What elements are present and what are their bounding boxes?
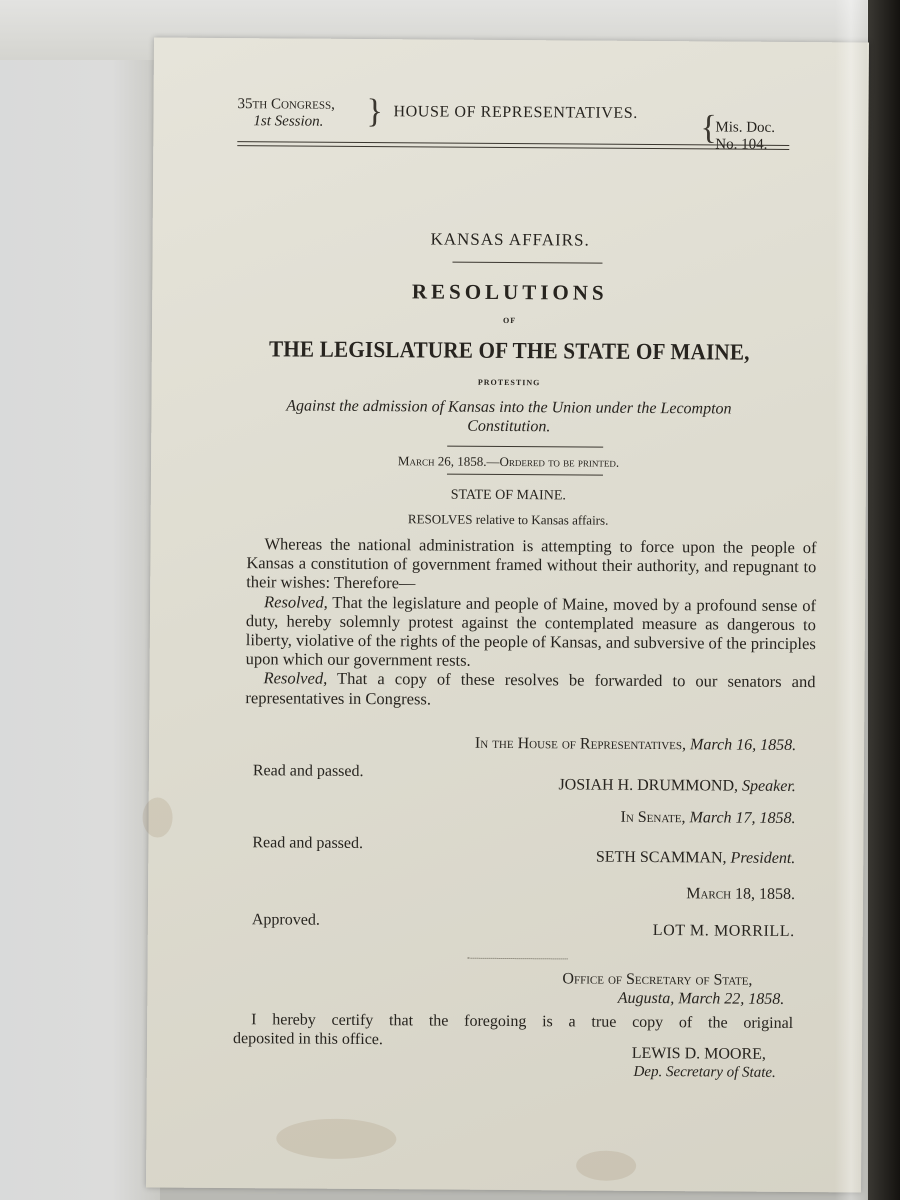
title-rule <box>447 446 603 448</box>
subtitle-line: Against the admission of Kansas into the Union under the Lecompton <box>286 397 732 418</box>
paper-stain <box>276 1118 396 1159</box>
senate-action: Read and passed. <box>252 834 364 852</box>
approval-date: March 18, 1858. <box>686 885 796 904</box>
resolved-label: Resolved, <box>263 668 328 689</box>
title-rule <box>447 474 603 476</box>
house-place: In the House of Representatives, <box>474 734 687 754</box>
resolved-paragraph <box>245 669 815 711</box>
subtitle-line: Constitution. <box>467 417 551 436</box>
ordered-note <box>151 452 866 473</box>
doc-number: No. 104. <box>715 136 768 153</box>
approval-action: Approved. <box>251 911 320 929</box>
resolved-paragraph <box>246 592 817 673</box>
brace-icon: { <box>700 109 717 147</box>
president-signature <box>596 849 796 868</box>
paper-stain <box>576 1150 636 1180</box>
house-heading: HOUSE OF REPRESENTATIVES. <box>393 103 638 122</box>
senate-date: March 17, 1858. <box>689 809 796 828</box>
senate-place: In Senate, <box>620 808 686 827</box>
speaker-name: JOSIAH H. DRUMMOND, <box>558 776 739 795</box>
subtitle <box>151 396 866 439</box>
president-name: SETH SCAMMAN, <box>595 848 727 867</box>
of-word: OF <box>502 315 517 326</box>
whereas-paragraph: Whereas the national administration is attempting to force upon the people of Kansas a constitution of government framed without their authority, and repugnant to their wishes: Therefore— <box>246 534 817 593</box>
protesting-word: PROTESTING <box>477 377 541 388</box>
frame-edge <box>868 0 900 1200</box>
certification-line: I hereby certify that the foregoing is a true copy of the original <box>251 1011 794 1033</box>
session-label: 1st Session. <box>253 113 324 130</box>
resolved-text: That the legislature and people of Maine, moved by a profound sense of duty, hereby solemnly protest against the contemplated measure as dangerous to liberty, violative of the rights of the people of Kansas, and subversive of the principles upon which our government rests. <box>245 592 817 670</box>
senate-record <box>620 809 795 828</box>
certification-line: deposited in this office. <box>232 1030 383 1049</box>
brace-icon: } <box>366 93 383 131</box>
resolves-body <box>245 534 816 711</box>
house-date: March 16, 1858. <box>689 736 797 755</box>
house-record <box>475 735 796 755</box>
president-title: President. <box>730 849 796 868</box>
state-heading: STATE OF MAINE. <box>450 487 566 504</box>
plastic-sleeve-edge <box>835 0 867 1200</box>
resolves-heading: RESOLVES relative to Kansas affairs. <box>407 511 609 528</box>
place-date-line: Augusta, March 22, 1858. <box>617 989 785 1008</box>
resolved-label: Resolved, <box>264 591 328 612</box>
document-page <box>146 38 869 1193</box>
resolutions-heading: RESOLUTIONS <box>411 279 608 305</box>
congress-label: 35th Congress, <box>237 96 335 113</box>
signer-title: Dep. Secretary of State. <box>633 1063 776 1081</box>
house-action: Read and passed. <box>252 762 364 780</box>
governor-signature: LOT M. MORRILL. <box>652 922 795 941</box>
resolved-text: That a copy of these resolves be forwarded to our senators and representatives in Congress. <box>245 669 816 709</box>
speaker-title: Speaker. <box>741 777 796 796</box>
legislature-heading: THE LEGISLATURE OF THE STATE OF MAINE, <box>268 336 750 365</box>
title-rule <box>452 262 602 264</box>
paper-stain <box>142 797 172 837</box>
subject-title: KANSAS AFFAIRS. <box>430 229 590 250</box>
signer-name: LEWIS D. MOORE, <box>631 1044 766 1063</box>
speaker-signature <box>558 776 795 796</box>
background-left <box>0 0 160 1200</box>
office-line: Office of Secretary of State, <box>562 970 753 989</box>
ordered-text: March 26, 1858.—Ordered to be printed. <box>397 453 620 470</box>
congress-session <box>237 96 335 131</box>
doc-type: Mis. Doc. <box>715 119 776 136</box>
separator-rule <box>468 958 568 960</box>
